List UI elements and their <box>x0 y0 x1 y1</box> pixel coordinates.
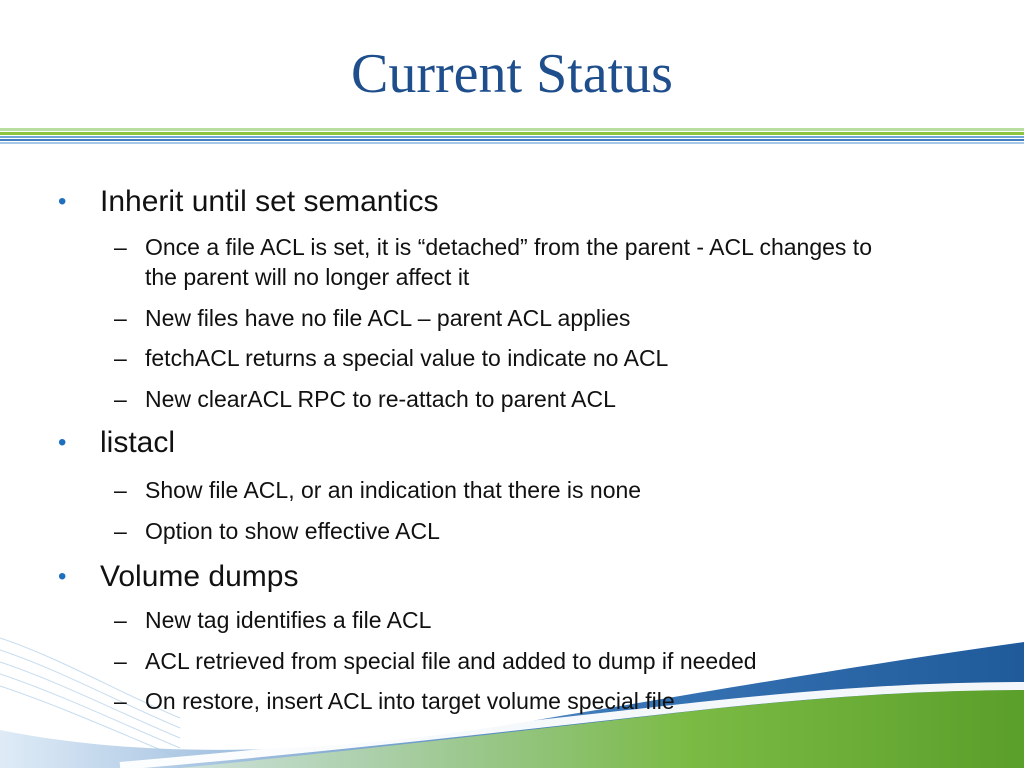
section-heading: Volume dumps <box>100 560 299 593</box>
dash-marker: – <box>114 345 127 371</box>
sub-item: ACL retrieved from special file and added to dump if needed <box>145 648 757 674</box>
dash-marker: – <box>114 477 127 503</box>
bullet-point: • <box>58 563 67 590</box>
sub-item: New clearACL RPC to re-attach to parent ACL <box>145 386 616 412</box>
sub-item: Option to show effective ACL <box>145 518 440 544</box>
section-heading: listacl <box>100 426 176 459</box>
sub-item: Show file ACL, or an indication that there is none <box>145 477 642 503</box>
sub-item: New tag identifies a file ACL <box>145 607 432 633</box>
sub-item: Once a file ACL is set, it is “detached” from the parent - ACL changes to the parent will no longer affect it <box>145 234 872 290</box>
slide-title: Current Status <box>351 43 673 105</box>
dash-marker: – <box>114 518 127 544</box>
section-heading: Inherit until set semantics <box>100 185 439 218</box>
bullet-point: • <box>58 188 67 215</box>
dash-marker: – <box>114 386 127 412</box>
bullet-point: • <box>58 429 67 456</box>
dash-marker: – <box>114 648 127 674</box>
dash-marker: – <box>114 607 127 633</box>
sub-item: On restore, insert ACL into target volume special file <box>145 688 675 714</box>
dash-marker: – <box>114 305 127 331</box>
sub-item: fetchACL returns a special value to indicate no ACL <box>145 345 669 371</box>
dash-marker: – <box>114 688 127 714</box>
sub-item: New files have no file ACL – parent ACL applies <box>145 305 631 331</box>
dash-marker: – <box>114 234 127 260</box>
